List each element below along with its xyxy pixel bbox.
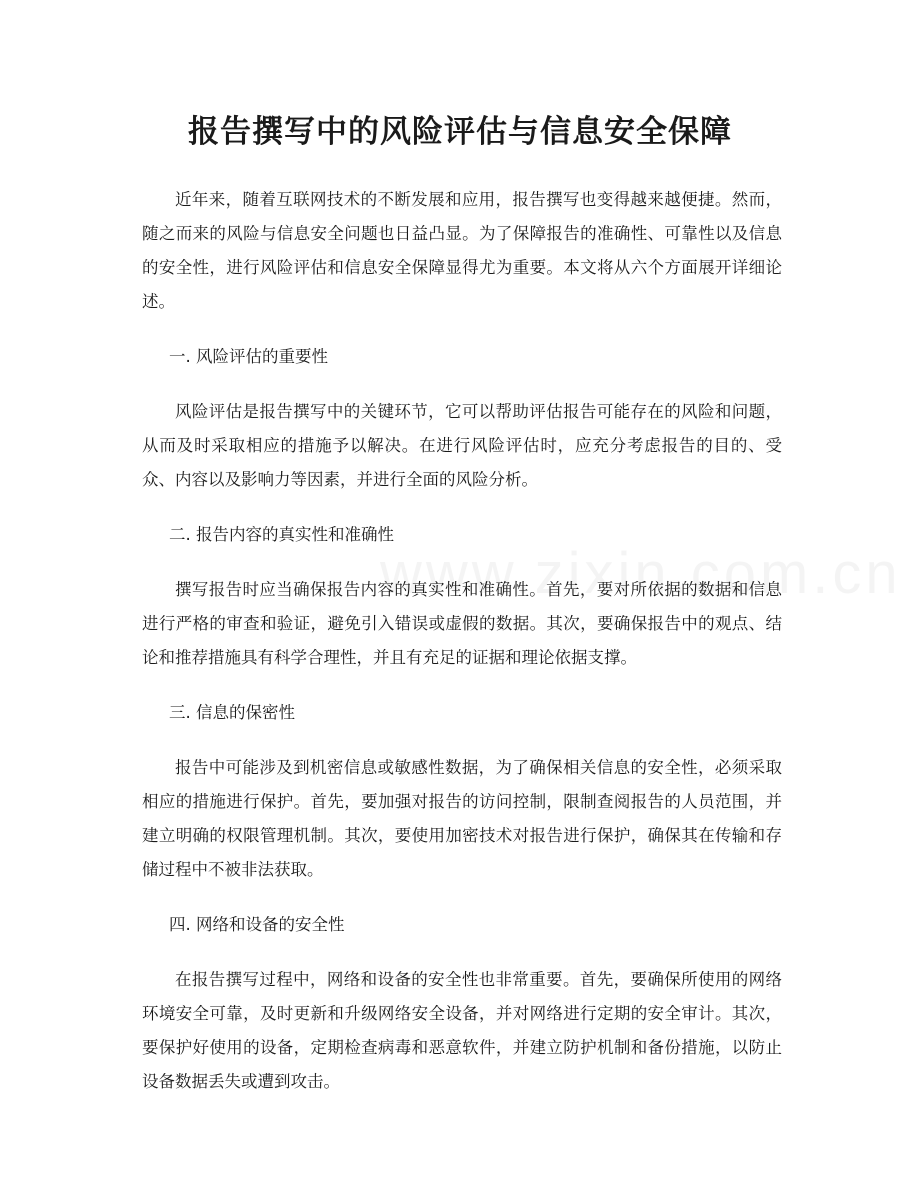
document-body: [142, 183, 782, 1120]
section-heading-4: 四. 网络和设备的安全性: [169, 915, 345, 934]
section-body-1: 风险评估是报告撰写中的关键环节，它可以帮助评估报告可能存在的风险和问题，从而及时采取相应的措施予以解决。在进行风险评估时，应充分考虑报告的目的、受众、内容以及影响力等因素，并进行全面的风险分析。: [142, 402, 782, 489]
section-body-4: 在报告撰写过程中，网络和设备的安全性也非常重要。首先，要确保所使用的网络环境安全可靠，及时更新和升级网络安全设备，并对网络进行定期的安全审计。其次，要保护好使用的设备，定期检查病毒和恶意软件，并建立防护机制和备份措施，以防止设备数据丢失或遭到攻击。: [142, 970, 782, 1091]
intro-paragraph: 近年来，随着互联网技术的不断发展和应用，报告撰写也变得越来越便捷。然而，随之而来的风险与信息安全问题也日益凸显。为了保障报告的准确性、可靠性以及信息的安全性，进行风险评估和信息安全保障显得尤为重要。本文将从六个方面展开详细论述。: [142, 190, 782, 311]
section-heading-3: 三. 信息的保密性: [169, 703, 295, 722]
document-title: 报告撰写中的风险评估与信息安全保障: [188, 114, 732, 150]
section-body-3: 报告中可能涉及到机密信息或敏感性数据，为了确保相关信息的安全性，必须采取相应的措施进行保护。首先，要加强对报告的访问控制，限制查阅报告的人员范围，并建立明确的权限管理机制。其次，要使用加密技术对报告进行保护，确保其在传输和存储过程中不被非法获取。: [142, 758, 782, 879]
section-body-2: 撰写报告时应当确保报告内容的真实性和准确性。首先，要对所依据的数据和信息进行严格的审查和验证，避免引入错误或虚假的数据。其次，要确保报告中的观点、结论和推荐措施具有科学合理性，并且有充足的证据和理论依据支撑。: [142, 580, 782, 667]
section-heading-2: 二. 报告内容的真实性和准确性: [169, 525, 394, 544]
section-heading-1: 一. 风险评估的重要性: [169, 347, 328, 366]
